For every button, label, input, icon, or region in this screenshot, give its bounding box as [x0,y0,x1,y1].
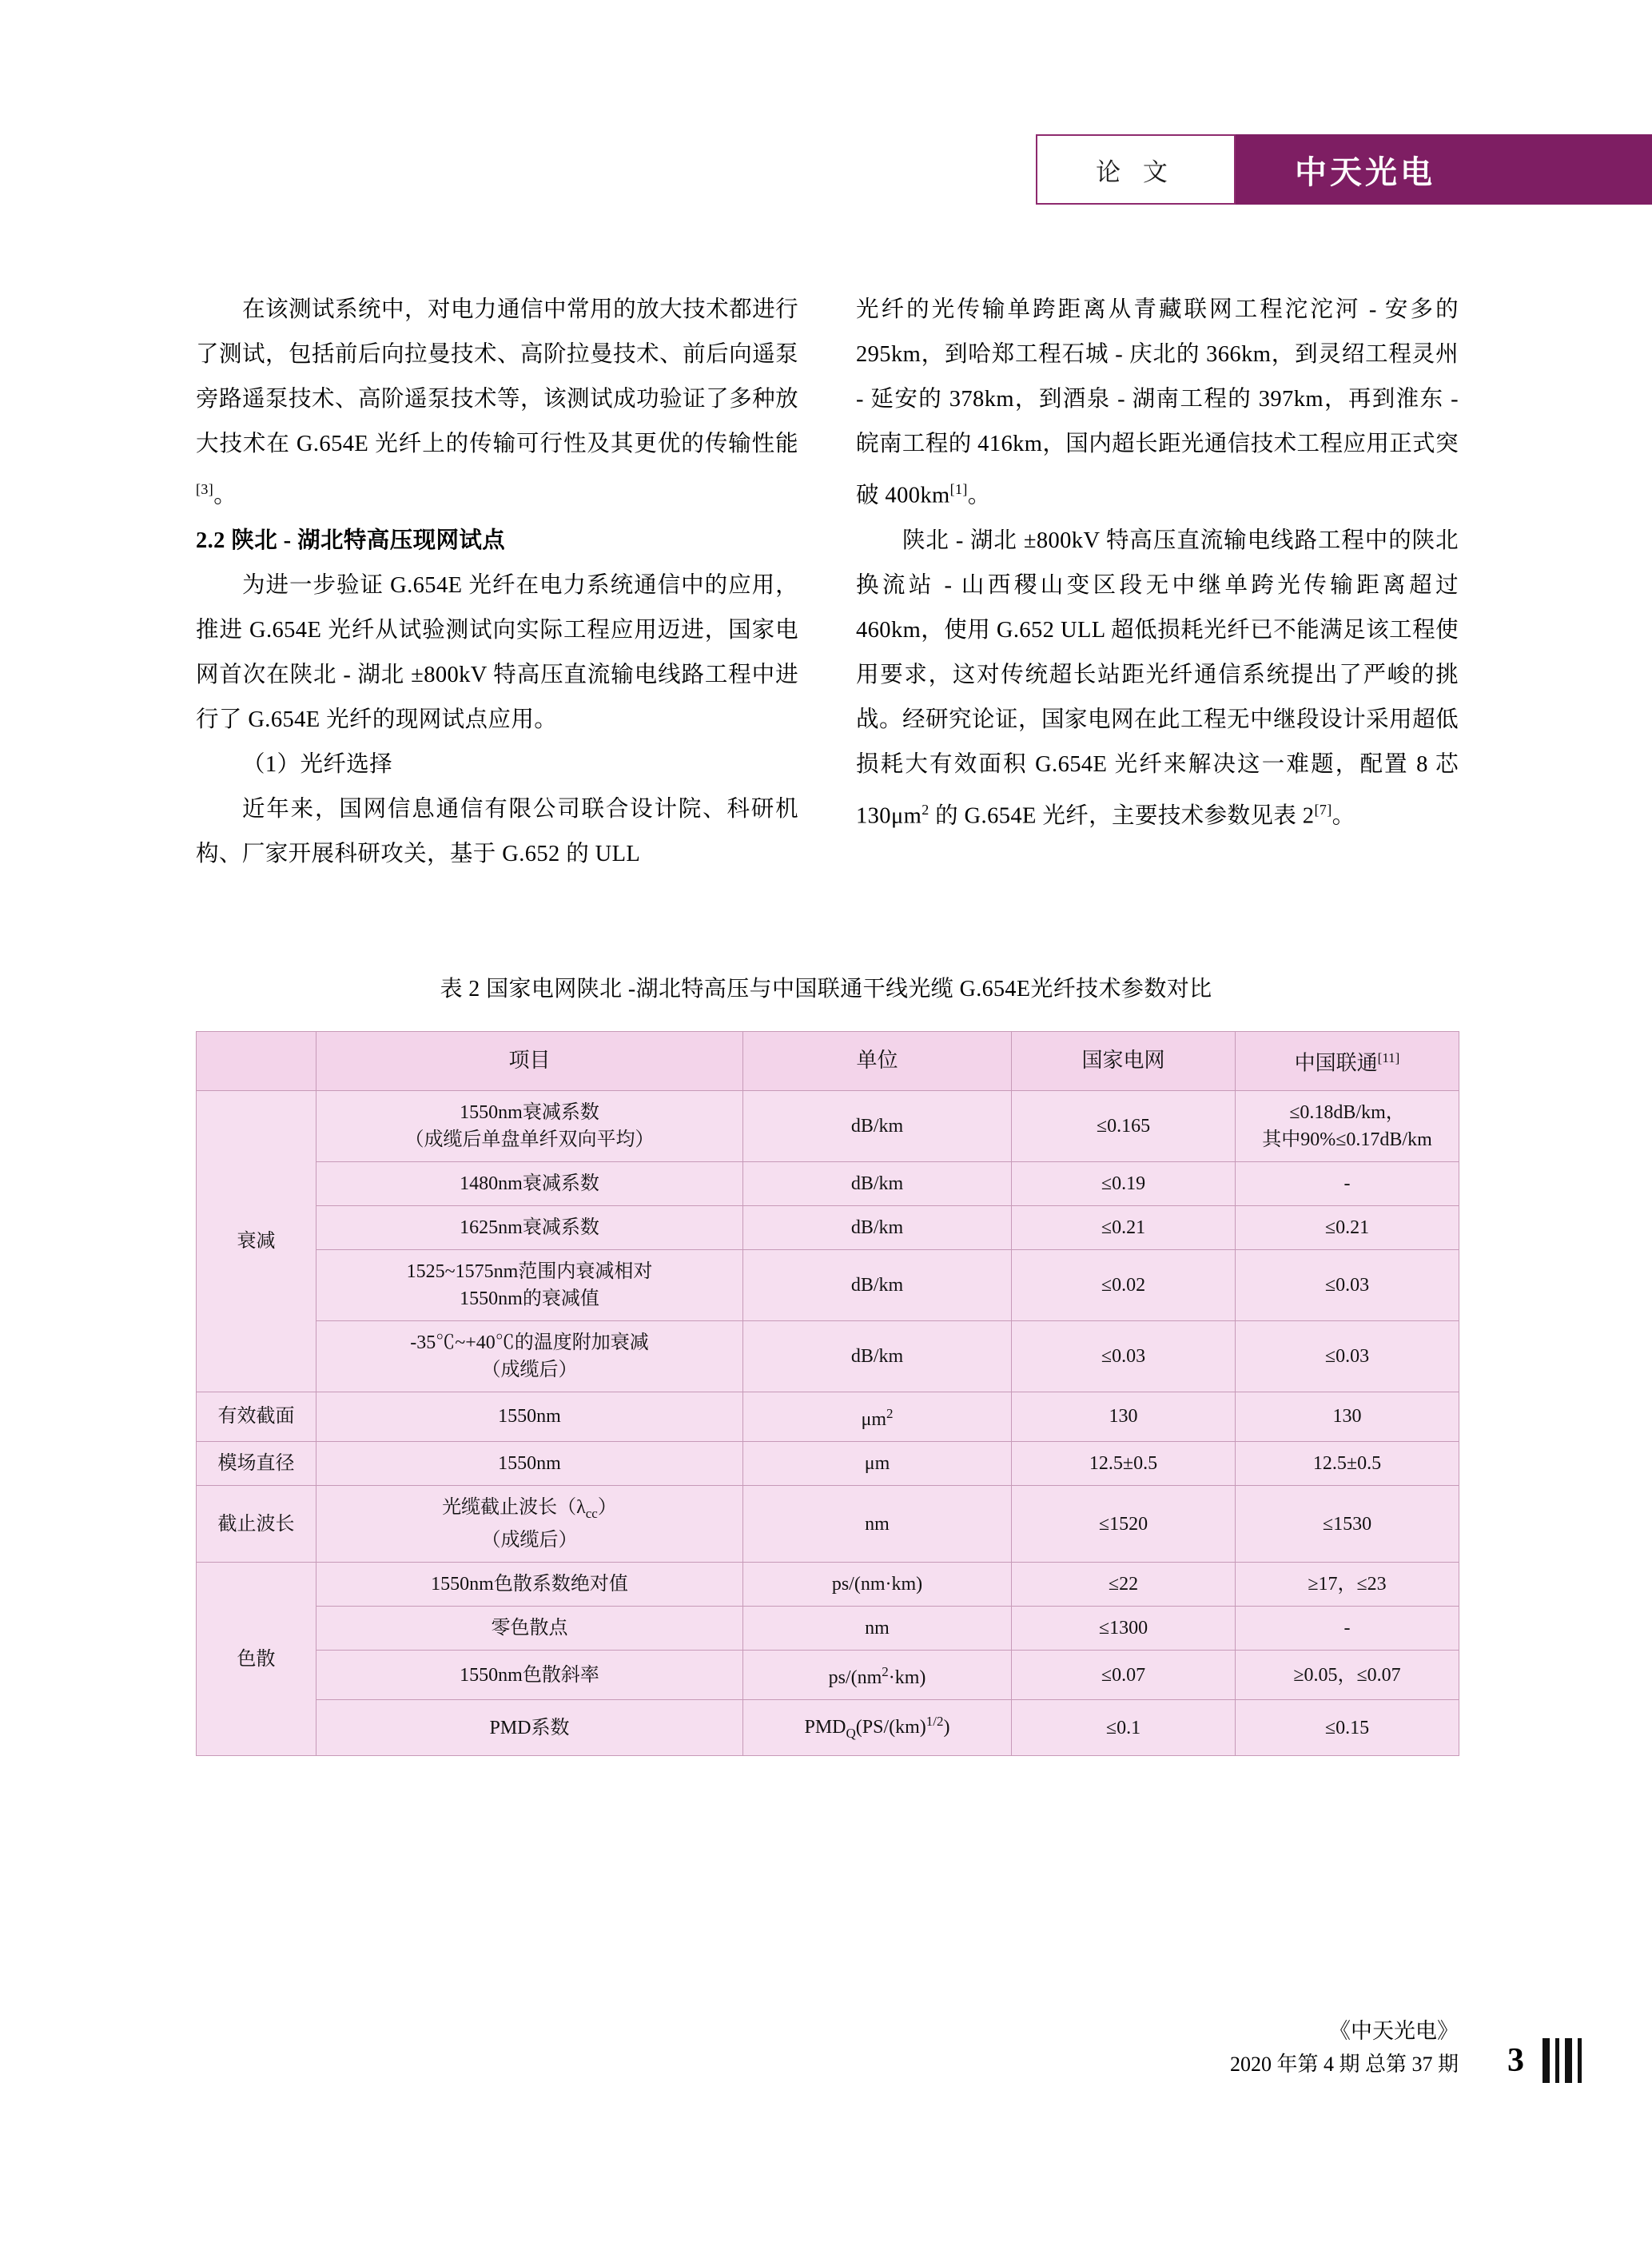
header-item: 项目 [316,1032,743,1091]
citation-ref-11: [11] [1377,1050,1400,1065]
table-row [197,1161,1459,1205]
cell-unicom: ≤0.03 [1236,1320,1459,1392]
cell-unicom: - [1236,1161,1459,1205]
cell-sgcc: ≤0.165 [1012,1090,1236,1161]
row-group-attenuation: 衰减 [197,1090,316,1392]
section-heading-2-2: 2.2 陕北 - 湖北特高压现网试点 [196,528,506,553]
unit-superscript: 2 [886,1405,894,1421]
row-group-effective-area: 有效截面 [197,1392,316,1441]
table-row [197,1249,1459,1320]
cell-unicom: ≤0.03 [1236,1249,1459,1320]
bar-3 [1565,2038,1572,2083]
cell-unicom: ≥0.05，≤0.07 [1236,1651,1459,1700]
left-paragraph-3: （1）光纤选择 [242,751,393,777]
bar-4 [1578,2038,1582,2083]
cell-sgcc: 130 [1012,1392,1236,1441]
citation-ref-1: [1] [949,481,968,497]
article-body [196,288,1459,877]
footer-issue-info: 2020 年第 4 期 总第 37 期 [1229,2053,1459,2076]
cell-sgcc: ≤0.1 [1012,1700,1236,1756]
header-unit: 单位 [743,1032,1012,1091]
page-number: 3 [1507,2042,1524,2079]
right-paragraph-2-mid: 的 G.654E 光纤，主要技术参数见表 2 [929,803,1315,828]
cell-item: 1550nm色散斜率 [316,1651,743,1700]
cell-unit: nm [743,1607,1012,1651]
cell-unit: ps/(nm·km) [743,1563,1012,1607]
cell-unit: dB/km [743,1090,1012,1161]
subscript-cc: cc [585,1505,598,1521]
cell-unit: dB/km [743,1205,1012,1249]
citation-ref-3: [3] [196,481,214,497]
parameters-table [196,1031,1459,1756]
header-unicom: 中国联通[11] [1236,1032,1459,1091]
right-column [856,288,1459,877]
cell-item: -35℃~+40℃的温度附加衰减 （成缆后） [316,1320,743,1392]
cell-unicom: 12.5±0.5 [1236,1441,1459,1485]
cell-sgcc: ≤1520 [1012,1485,1236,1563]
cell-sgcc: ≤0.02 [1012,1249,1236,1320]
table-caption: 表 2 国家电网陕北 -湖北特高压与中国联通干线光缆 G.654E光纤技术参数对比 [440,977,1212,1002]
cell-sgcc: ≤22 [1012,1563,1236,1607]
footer-journal-name: 《中天光电》 [1329,2019,1459,2043]
cell-item: 1550nm色散系数绝对值 [316,1563,743,1607]
superscript-half: 1/2 [926,1714,944,1730]
left-paragraph-1 [196,288,798,519]
cell-unicom: 130 [1236,1392,1459,1441]
row-group-dispersion: 色散 [197,1563,316,1756]
table-row [197,1441,1459,1485]
right-paragraph-1-end: 。 [967,483,991,508]
cell-unit: $PMD_Q(PS/(km)^{1/2})$ [743,1700,1012,1756]
parameters-table-wrapper [196,1031,1459,1756]
cell-unit: nm [743,1485,1012,1563]
cell-unicom: ≤0.18dB/km， 其中90%≤0.17dB/km [1236,1090,1459,1161]
table-row [197,1090,1459,1161]
cell-sgcc: 12.5±0.5 [1012,1441,1236,1485]
left-paragraph-1-end: 。 [213,483,237,508]
cell-item: 1550nm [316,1441,743,1485]
cell-item: PMD系数 [316,1700,743,1756]
cell-unit: μm [743,1441,1012,1485]
right-paragraph-2-end: 。 [1332,803,1355,828]
table-header-row [197,1032,1459,1091]
unit-superscript: 2 [882,1664,889,1680]
header-blank [197,1032,316,1091]
cell-unit: dB/km [743,1161,1012,1205]
table-row [197,1320,1459,1392]
cell-item: 1625nm衰减系数 [316,1205,743,1249]
right-paragraph-1-text: 光纤的光传输单跨距离从青藏联网工程沱沱河 - 安多的 295km，到哈郑工程石城 - 庆北的 366km，到灵绍工程灵州 - 延安的 378km，到酒泉 - 湖南工程的 397km，再到淮东 - 皖南工程的 416km，国内超长距光通信技术工程应用正式突破 400km [856,297,1459,508]
cell-item: 1525~1575nm范围内衰减相对 1550nm的衰减值 [316,1249,743,1320]
page-header [1036,134,1652,205]
cell-unicom: ≤0.21 [1236,1205,1459,1249]
cell-sgcc: ≤0.03 [1012,1320,1236,1392]
left-column [196,288,798,877]
cell-unit: dB/km [743,1320,1012,1392]
cell-sgcc: ≤1300 [1012,1607,1236,1651]
header-brand-banner [1236,134,1652,205]
cell-item: 1550nm [316,1392,743,1441]
left-paragraph-2: 为进一步验证 G.654E 光纤在电力系统通信中的应用，推进 G.654E 光纤从试验测试向实际工程应用迈进，国家电网首次在陕北 - 湖北 ±800kV 特高压直流输电线路工程中进行了 G.654E 光纤的现网试点应用。 [196,572,798,732]
table-row [197,1700,1459,1756]
header-section-label: 论 文 [1036,134,1236,205]
cell-unicom: ≤1530 [1236,1485,1459,1563]
subscript-q: Q [846,1726,856,1742]
cell-item: 1550nm衰减系数 （成缆后单盘单纤双向平均） [316,1090,743,1161]
table-row [197,1563,1459,1607]
barcode-decoration [1543,2038,1582,2083]
table-body [197,1090,1459,1756]
right-paragraph-2-text: 陕北 - 湖北 ±800kV 特高压直流输电线路工程中的陕北换流站 - 山西稷山变区段无中继单跨光传输距离超过 460km，使用 G.652 ULL 超低损耗光纤已不能满足该工程使用要求，这对传统超长站距光纤通信系统提出了严峻的挑战。经研究论证，国家电网在此工程无中继段设计采用超低损耗大有效面积 G.654E 光纤来解决这一难题，配置 8 芯 130μm [856,528,1459,828]
right-paragraph-2 [856,519,1459,839]
cell-sgcc: ≤0.21 [1012,1205,1236,1249]
cell-sgcc: ≤0.07 [1012,1651,1236,1700]
bar-2 [1555,2038,1559,2083]
cell-unit: dB/km [743,1249,1012,1320]
row-group-cutoff-wavelength: 截止波长 [197,1485,316,1563]
table-row [197,1392,1459,1441]
cell-sgcc: ≤0.19 [1012,1161,1236,1205]
header-sgcc: 国家电网 [1012,1032,1236,1091]
cell-item: 光缆截止波长$(\lambda_{cc})$ （成缆后） [316,1485,743,1563]
table-row [197,1607,1459,1651]
citation-ref-7: [7] [1314,801,1332,818]
right-paragraph-1 [856,288,1459,519]
cell-unicom: - [1236,1607,1459,1651]
bar-1 [1543,2038,1550,2083]
table-row [197,1205,1459,1249]
brand-name: 中天光电 [1295,153,1435,190]
left-paragraph-1-text: 在该测试系统中，对电力通信中常用的放大技术都进行了测试，包括前后向拉曼技术、高阶拉曼技术、前后向遥泵旁路遥泵技术、高阶遥泵技术等，该测试成功验证了多种放大技术在 G.654E 光纤上的传输可行性及其更优的传输性能 [196,297,798,456]
table-row [197,1485,1459,1563]
cell-unicom: ≥17，≤23 [1236,1563,1459,1607]
cell-unit: $ps/(nm^2\cdot km)$ [743,1651,1012,1700]
footer-text-block [1230,2014,1459,2081]
left-paragraph-4: 近年来，国网信息通信有限公司联合设计院、科研机构、厂家开展科研攻关，基于 G.652 的 ULL [196,796,798,866]
unit-superscript-2: 2 [922,801,929,818]
cell-item: 零色散点 [316,1607,743,1651]
cell-unit: $\mu m^2$ [743,1392,1012,1441]
row-group-mode-field-diameter: 模场直径 [197,1441,316,1485]
table-row [197,1651,1459,1700]
cell-item: 1480nm衰减系数 [316,1161,743,1205]
cell-unicom: ≤0.15 [1236,1700,1459,1756]
